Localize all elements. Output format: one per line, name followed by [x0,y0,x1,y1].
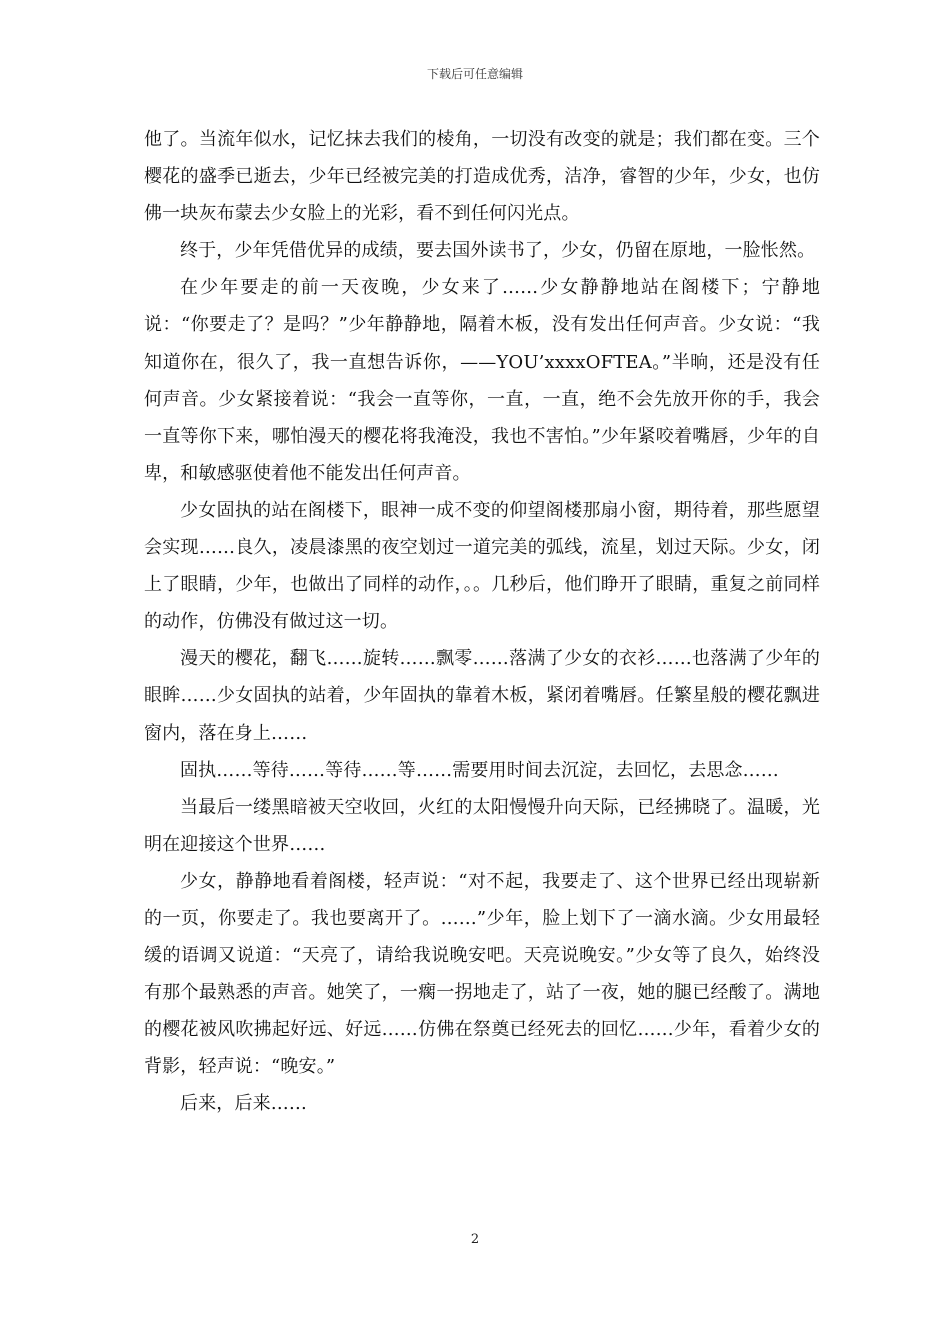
paragraph-8: 少女，静静地看着阁楼，轻声说：“对不起，我要走了、这个世界已经出现崭新的一页，你要走了。我也要离开了。……”少年，脸上划下了一滴水滴。少女用最轻缓的语调又说道：“天亮了，请给我说晚安吧。天亮说晚安。”少女等了良久，始终没有那个最熟悉的声音。她笑了，一瘸一拐地走了，站了一夜，她的腿已经酸了。满地的樱花被风吹拂起好远、好远……仿佛在祭奠已经死去的回忆……少年，看着少女的背影，轻声说：“晚安。” [144,870,820,1078]
paragraph-2: 终于，少年凭借优异的成绩，要去国外读书了，少女，仍留在原地，一脸怅然。 [180,240,816,262]
paragraph-6: 固执……等待……等待……等……需要用时间去沉淀，去回忆，去思念…… [180,759,779,781]
paragraph-5: 漫天的樱花，翻飞……旋转……飘零……落满了少女的衣衫……也落满了少年的眼眸……少女固执的站着，少年固执的靠着木板，紧闭着嘴唇。任繁星般的樱花飘进窗内，落在身上…… [144,648,820,744]
paragraph-9: 后来，后来…… [180,1093,308,1115]
paragraph-1: 他了。当流年似水，记忆抹去我们的棱角，一切没有改变的就是；我们都在变。三个樱花的盛季已逝去，少年已经被完美的打造成优秀，洁净，睿智的少年，少女，也仿佛一块灰布蒙去少女脸上的光彩，看不到任何闪光点。 [144,129,820,225]
paragraph-7: 当最后一缕黑暗被天空收回，火红的太阳慢慢升向天际，已经拂晓了。温暖，光明在迎接这个世界…… [144,796,820,855]
paragraph-3: 在少年要走的前一天夜晚，少女来了……少女静静地站在阁楼下；宁静地说：“你要走了？是吗？”少年静静地，隔着木板，没有发出任何声音。少女说：“我知道你在，很久了，我一直想告诉你，——YOU’xxxxOFTEA。”半晌，还是没有任何声音。少女紧接着说：“我会一直等你，一直，一直，绝不会先放开你的手，我会一直等你下来，哪怕漫天的樱花将我淹没，我也不害怕。”少年紧咬着嘴唇，少年的自卑，和敏感驱使着他不能发出任何声音。 [144,277,820,484]
page-header: 下载后可任意编辑 [426,67,523,81]
page-number: 2 [470,1232,480,1247]
paragraph-4: 少女固执的站在阁楼下，眼神一成不变的仰望阁楼那扇小窗，期待着，那些愿望会实现……良久，凌晨漆黑的夜空划过一道完美的弧线，流星，划过天际。少女，闭上了眼睛，少年，也做出了同样的动作，。。几秒后，他们睁开了眼睛，重复之前同样的动作，仿佛没有做过这一切。 [144,499,820,633]
document-body [144,121,820,1123]
